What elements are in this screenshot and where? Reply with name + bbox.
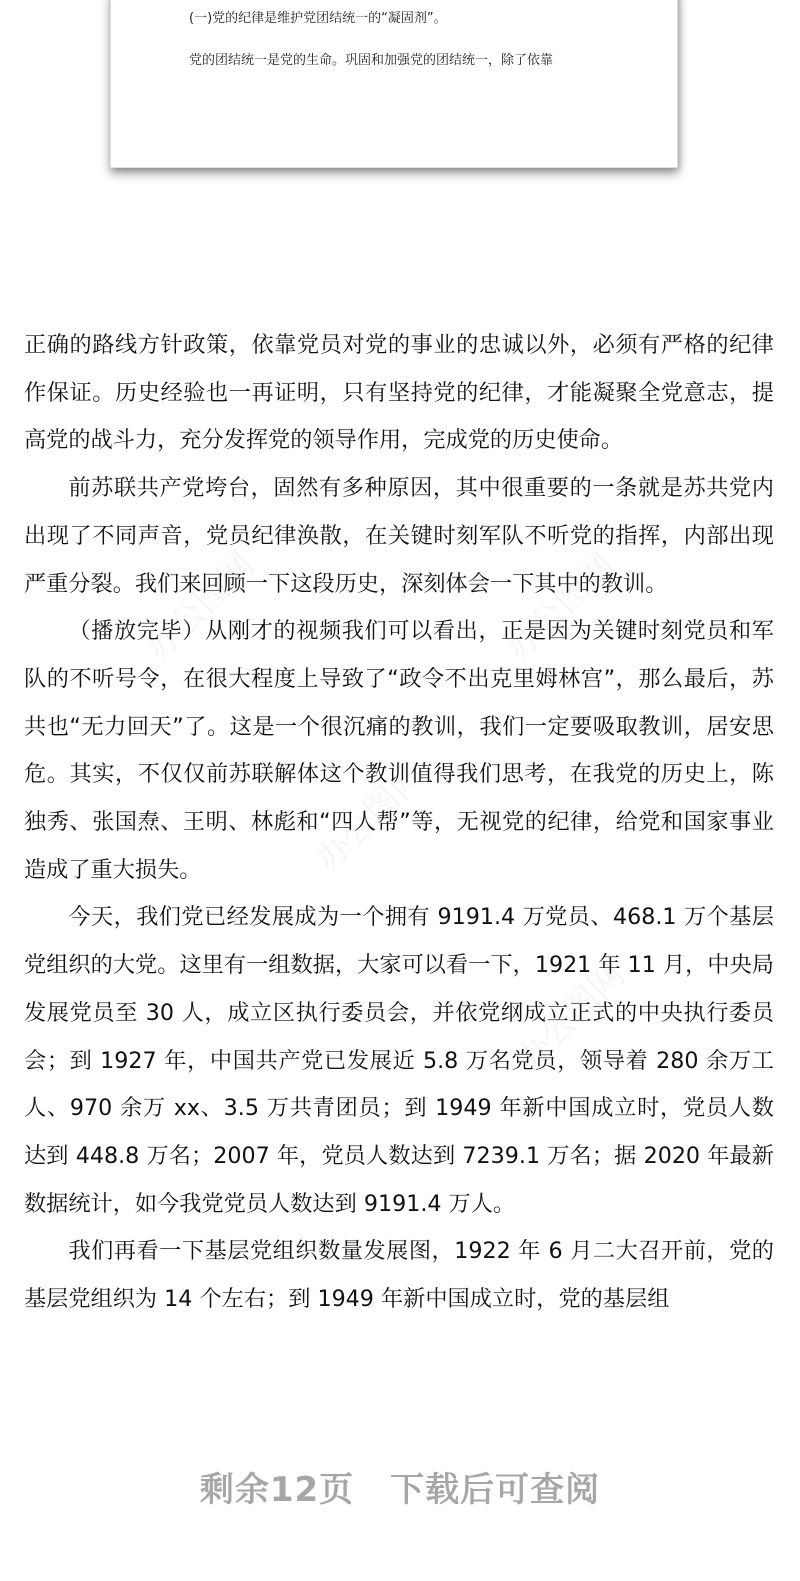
paragraph: （播放完毕）从刚才的视频我们可以看出，正是因为关键时刻党员和军队的不听号令，在很大程度上导致了“政令不出克里姆林宫”，那么最后，苏共也“无力回天”了。这是一个很沉痛的教训，我们一定要吸取教训，居安思危。其实，不仅仅前苏联解体这个教训值得我们思考，在我党的历史上，陈独秀、张国焘、王明、林彪和“四人帮”等，无视党的纪律，给党和国家事业造成了重大损失。 bbox=[24, 618, 774, 883]
download-hint-label: 下载后可查阅 bbox=[390, 1470, 601, 1510]
remaining-pages-notice[interactable] bbox=[0, 1462, 800, 1511]
page-preview-card bbox=[110, 0, 678, 168]
paragraph: 我们再看一下基层党组织数量发展图，1922 年 6 月二大召开前，党的基层党组织为 14 个左右；到 1949 年新中国成立时，党的基层组 bbox=[24, 1238, 774, 1313]
paragraph: 今天，我们党已经发展成为一个拥有 9191.4 万党员、468.1 万个基层党组织的大党。这里有一组数据，大家可以看一下，1921 年 11 月，中央局发展党员至 30 人，成立区执行委员会，并依党纲成立正式的中央执行委员会；到 1927 年，中国共产党已发展近 5.8 万名党员，领导着 280 余万工人、970 余万 xx、3.5 万共青团员；到 1949 年新中国成立时，党员人数达到 448.8 万名；2007 年，党员人数达到 7239.1 万名；据 2020 年最新数据统计，如今我党党员人数达到 9191.4 万人。 bbox=[24, 904, 774, 1217]
document-body bbox=[24, 322, 774, 1324]
remaining-pages-label: 剩余12页 bbox=[199, 1470, 355, 1510]
preview-text: 党的团结统一是党的生命。巩固和加强党的团结统一，除了依靠 bbox=[189, 53, 554, 68]
paragraph: 正确的路线方针政策，依靠党员对党的事业的忠诚以外，必须有严格的纪律作保证。历史经验也一再证明，只有坚持党的纪律，才能凝聚全党意志，提高党的战斗力，充分发挥党的领导作用，完成党的历史使命。 bbox=[24, 332, 774, 454]
preview-heading: (一)党的纪律是维护党团结统一的“凝固剂”。 bbox=[189, 11, 447, 26]
paragraph: 前苏联共产党垮台，固然有多种原因，其中很重要的一条就是苏共党内出现了不同声音，党员纪律涣散，在关键时刻军队不听党的指挥，内部出现严重分裂。我们来回顾一下这段历史，深刻体会一下其中的教训。 bbox=[24, 475, 774, 597]
